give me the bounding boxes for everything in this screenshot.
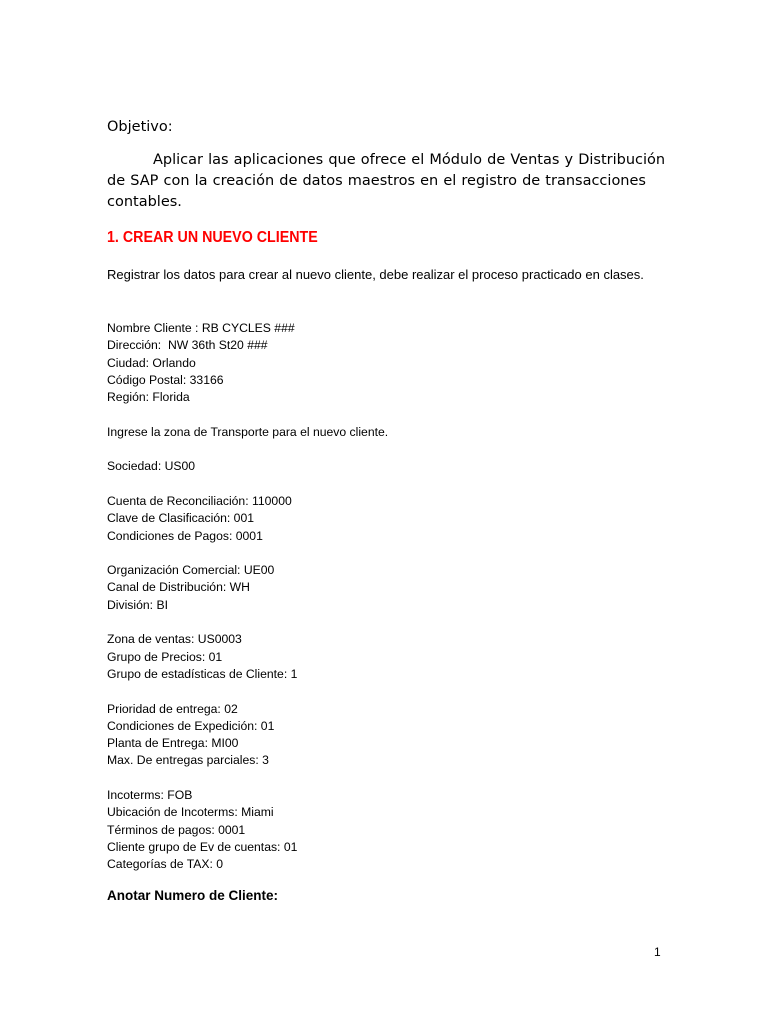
- field-grupo-estadisticas: Grupo de estadísticas de Cliente: 1: [107, 666, 298, 681]
- transport-note: Ingrese la zona de Transporte para el nuevo cliente.: [107, 424, 389, 439]
- objective-label: Objetivo:: [107, 119, 173, 135]
- field-division: División: BI: [107, 597, 168, 612]
- field-terminos-pagos: Términos de pagos: 0001: [107, 822, 246, 837]
- field-nombre-cliente: Nombre Cliente : RB CYCLES ###: [107, 321, 295, 335]
- field-region: Región: Florida: [107, 390, 190, 405]
- intro-paragraph: Registrar los datos para crear al nuevo cliente, debe realizar el proceso practicado en clases.: [107, 267, 644, 282]
- field-sociedad: Sociedad: US00: [107, 459, 196, 474]
- spacer: [107, 406, 388, 423]
- field-prioridad-entrega: Prioridad de entrega: 02: [107, 701, 238, 716]
- spacer: [107, 770, 388, 787]
- field-ciudad: Ciudad: Orlando: [107, 355, 196, 370]
- page-number: 1: [654, 945, 661, 959]
- field-categorias-tax: Categorías de TAX: 0: [107, 857, 224, 872]
- field-codigo-postal: Código Postal: 33166: [107, 372, 224, 387]
- spacer: [107, 545, 388, 562]
- field-condiciones-expedicion: Condiciones de Expedición: 01: [107, 718, 275, 733]
- section-heading: 1. CREAR UN NUEVO CLIENTE: [107, 229, 318, 246]
- field-grupo-precios: Grupo de Precios: 01: [107, 649, 223, 664]
- client-number-heading: Anotar Numero de Cliente:: [107, 888, 279, 903]
- field-clave-clasificacion: Clave de Clasificación: 001: [107, 511, 255, 526]
- field-condiciones-pagos: Condiciones de Pagos: 0001: [107, 528, 263, 543]
- field-zona-ventas: Zona de ventas: US0003: [107, 632, 242, 647]
- spacer: [107, 614, 388, 631]
- spacer: [107, 683, 388, 700]
- spacer: [107, 476, 388, 493]
- field-ubicacion-incoterms: Ubicación de Incoterms: Miami: [107, 805, 274, 820]
- customer-fields: [107, 320, 388, 874]
- field-max-entregas: Max. De entregas parciales: 3: [107, 753, 269, 768]
- field-incoterms: Incoterms: FOB: [107, 788, 193, 803]
- spacer: [107, 441, 388, 458]
- field-planta-entrega: Planta de Entrega: MI00: [107, 736, 239, 751]
- field-canal-distribucion: Canal de Distribución: WH: [107, 580, 250, 595]
- field-organizacion-comercial: Organización Comercial: UE00: [107, 563, 275, 578]
- field-cuenta-reconciliacion: Cuenta de Reconciliación: 110000: [107, 493, 292, 508]
- field-grupo-cuentas: Cliente grupo de Ev de cuentas: 01: [107, 839, 298, 854]
- objective-text: Aplicar las aplicaciones que ofrece el Módulo de Ventas y Distribución de SAP con la creación de datos maestros en el registro de transacciones contables.: [107, 152, 666, 210]
- field-direccion: Dirección: NW 36th St20 ###: [107, 338, 268, 353]
